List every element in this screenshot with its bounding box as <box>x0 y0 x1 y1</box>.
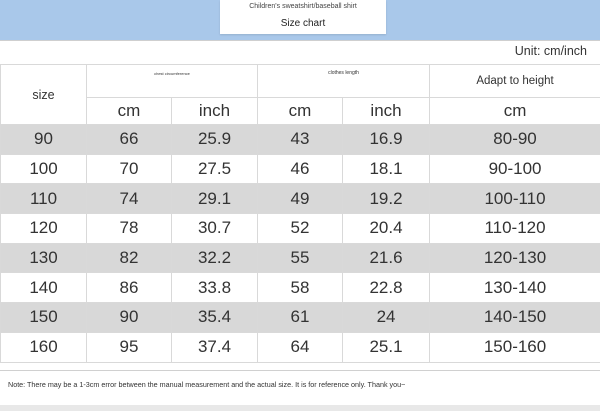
length-inch-cell: 21.6 <box>343 243 430 273</box>
length-cm-header: cm <box>258 98 343 125</box>
height-cell: 120-130 <box>430 243 600 273</box>
chest-cm-cell: 78 <box>87 214 172 244</box>
size-cell: 120 <box>1 214 87 244</box>
size-header: size <box>1 65 87 125</box>
length-inch-cell: 25.1 <box>343 332 430 362</box>
chest-cm-cell: 82 <box>87 243 172 273</box>
length-header: clothes length <box>258 65 430 98</box>
chest-inch-cell: 32.2 <box>172 243 258 273</box>
height-cell: 100-110 <box>430 184 600 214</box>
length-cm-cell: 61 <box>258 303 343 333</box>
chest-cm-cell: 70 <box>87 154 172 184</box>
table-row <box>1 332 600 362</box>
length-inch-cell: 18.1 <box>343 154 430 184</box>
chest-inch-cell: 27.5 <box>172 154 258 184</box>
unit-label: Unit: cm/inch <box>515 44 587 58</box>
size-cell: 110 <box>1 184 87 214</box>
size-chart-table <box>0 64 600 363</box>
size-cell: 130 <box>1 243 87 273</box>
length-cm-cell: 55 <box>258 243 343 273</box>
height-cell: 80-90 <box>430 125 600 155</box>
table-row <box>1 273 600 303</box>
table-row <box>1 243 600 273</box>
length-inch-cell: 20.4 <box>343 214 430 244</box>
height-cell: 90-100 <box>430 154 600 184</box>
chest-cm-cell: 74 <box>87 184 172 214</box>
chest-cm-cell: 90 <box>87 303 172 333</box>
chest-cm-header: cm <box>87 98 172 125</box>
table-row <box>1 125 600 155</box>
table-row <box>1 154 600 184</box>
header-row-top <box>1 65 600 98</box>
bottom-strip <box>0 405 600 411</box>
title-card <box>220 0 386 34</box>
length-inch-header: inch <box>343 98 430 125</box>
page-title: Size chart <box>220 18 386 29</box>
chest-inch-cell: 30.7 <box>172 214 258 244</box>
length-cm-cell: 64 <box>258 332 343 362</box>
chest-header: chest circumference <box>87 65 258 98</box>
length-cm-cell: 46 <box>258 154 343 184</box>
chest-inch-cell: 33.8 <box>172 273 258 303</box>
length-cm-cell: 58 <box>258 273 343 303</box>
length-cm-cell: 43 <box>258 125 343 155</box>
header-row-units <box>1 98 600 125</box>
chest-cm-cell: 86 <box>87 273 172 303</box>
length-inch-cell: 16.9 <box>343 125 430 155</box>
length-inch-cell: 24 <box>343 303 430 333</box>
length-inch-cell: 22.8 <box>343 273 430 303</box>
size-cell: 100 <box>1 154 87 184</box>
length-inch-cell: 19.2 <box>343 184 430 214</box>
product-subtitle: Children's sweatshirt/baseball shirt <box>220 3 386 10</box>
chest-inch-cell: 37.4 <box>172 332 258 362</box>
unit-row <box>0 40 600 64</box>
disclaimer-note: Note: There may be a 1-3cm error between the manual measurement and the actual size. It is for reference only. Thank you~ <box>8 380 405 389</box>
chest-inch-cell: 25.9 <box>172 125 258 155</box>
height-cell: 140-150 <box>430 303 600 333</box>
height-header: Adapt to height <box>430 65 600 98</box>
length-cm-cell: 49 <box>258 184 343 214</box>
table-row <box>1 214 600 244</box>
size-cell: 150 <box>1 303 87 333</box>
chest-inch-cell: 35.4 <box>172 303 258 333</box>
size-cell: 140 <box>1 273 87 303</box>
height-cell: 130-140 <box>430 273 600 303</box>
chest-cm-cell: 66 <box>87 125 172 155</box>
length-cm-cell: 52 <box>258 214 343 244</box>
chest-inch-header: inch <box>172 98 258 125</box>
height-cm-header: cm <box>430 98 600 125</box>
chest-inch-cell: 29.1 <box>172 184 258 214</box>
size-cell: 160 <box>1 332 87 362</box>
height-cell: 150-160 <box>430 332 600 362</box>
size-cell: 90 <box>1 125 87 155</box>
height-cell: 110-120 <box>430 214 600 244</box>
chest-cm-cell: 95 <box>87 332 172 362</box>
table-row <box>1 303 600 333</box>
table-row <box>1 184 600 214</box>
